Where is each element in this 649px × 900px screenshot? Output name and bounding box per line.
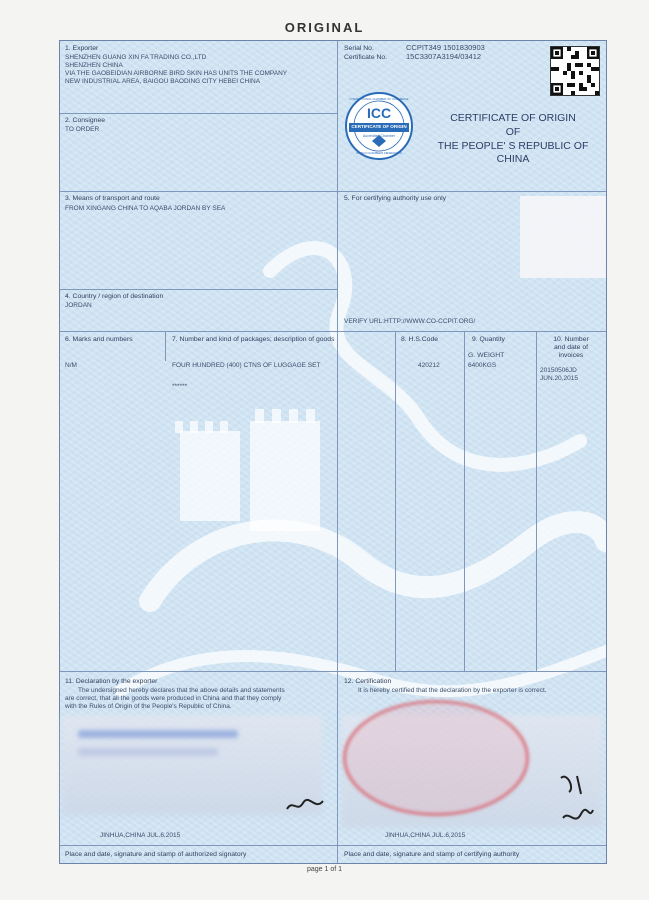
consignee-value: TO ORDER	[65, 126, 100, 133]
exporter-stamp-blurred	[78, 730, 238, 738]
destination-value: JORDAN	[65, 302, 92, 309]
authority-signature-icon	[555, 770, 595, 830]
destination-label: 4. Country / region of destination	[65, 293, 164, 300]
goods-weight-label: G. WEIGHT	[468, 352, 505, 359]
exporter-label: 1. Exporter	[65, 45, 99, 52]
icc-logo-icon	[344, 91, 414, 161]
declaration-label: 11. Declaration by the exporter	[65, 678, 158, 685]
col-invoice-header: and date of	[553, 344, 588, 351]
col-packages-header: 7. Number and kind of packages; description of goods	[172, 336, 335, 343]
page-number: page 1 of 1	[306, 866, 343, 873]
exporter-line: NEW INDUSTRIAL AREA, BAIGOU BAODING CITY HEBEI CHINA	[65, 78, 261, 85]
serial-value: CCPIT349 1501830903	[406, 43, 485, 52]
icc-bottom-text: WORLD CHAMBERS FEDERATION	[356, 151, 402, 155]
exporter-signature-icon	[285, 795, 325, 815]
goods-marks: N/M	[65, 362, 77, 369]
col-hs-header: 8. H.S.Code	[401, 336, 439, 343]
goods-invoice-no: 20150506JD	[540, 367, 577, 374]
icc-letters: ICC	[366, 105, 392, 121]
certificate-no-label: Certificate No.	[344, 54, 388, 61]
col-invoice-header: invoices	[558, 352, 584, 359]
certification-place-date: JINHUA,CHINA JUL.6,2015	[385, 832, 466, 839]
serial-label: Serial No.	[344, 45, 374, 52]
exporter-line: SHENZHEN CHINA	[65, 62, 123, 69]
certifying-use-label: 5. For certifying authority use only	[344, 195, 446, 202]
certificate-no-value: 15C3307A3194/03412	[406, 52, 482, 61]
declaration-place-date: JINHUA,CHINA JUL.6,2015	[100, 832, 181, 839]
authority-red-seal-icon	[343, 700, 529, 816]
qr-code-icon	[550, 46, 600, 96]
goods-invoice-date: JUN.20,2015	[540, 375, 578, 382]
goods-stars: ******	[172, 383, 188, 390]
col-marks-header: 6. Marks and numbers	[65, 336, 133, 343]
consignee-label: 2. Consignee	[65, 117, 106, 124]
blank-patch	[520, 196, 606, 278]
declaration-footer: Place and date, signature and stamp of authorized signatory	[65, 851, 247, 858]
transport-value: FROM XINGANG CHINA TO AQABA JORDAN BY SEA	[65, 205, 226, 212]
exporter-line: VIA THE GAOBEIDIAN AIRBORNE BIRD SKIN HAS UNITS THE COMPANY	[65, 70, 288, 77]
verify-url: VERIFY URL:HTTP://WWW.CO-CCPIT.ORG/	[344, 318, 476, 325]
certification-footer: Place and date, signature and stamp of certifying authority	[344, 851, 520, 858]
col-quantity-header: 9. Quantity	[472, 336, 505, 343]
declaration-text: with the Rules of Origin of the People's Republic of China.	[65, 703, 232, 710]
declaration-text: are correct, that all the goods were produced in China and that they comply	[65, 695, 282, 702]
exporter-stamp-blurred	[78, 748, 218, 756]
col-invoice-header: 10. Number	[553, 336, 589, 343]
original-heading: ORIGINAL	[284, 20, 365, 35]
certificate-title-line1: CERTIFICATE OF ORIGIN	[450, 112, 576, 124]
goods-weight-value: 6400KGS	[468, 362, 497, 369]
certification-label: 12. Certification	[344, 678, 392, 685]
goods-description: FOUR HUNDRED (400) CTNS OF LUGGAGE SET	[172, 362, 321, 369]
exporter-line: SHENZHEN GUANG XIN FA TRADING CO.,LTD	[65, 54, 207, 61]
transport-label: 3. Means of transport and route	[65, 195, 160, 202]
icc-sub-text: Accredited Chamber	[363, 134, 395, 138]
certificate-title-line2: OF	[505, 126, 521, 138]
icc-ring-text: INTERNATIONAL CHAMBER OF COMMERCE	[349, 97, 409, 101]
goods-hs-code: 420212	[418, 362, 440, 369]
certificate-title-line3: THE PEOPLE' S REPUBLIC OF CHINA	[437, 140, 589, 165]
certification-text: It is hereby certified that the declaration by the exporter is correct.	[358, 687, 547, 694]
icc-banner-text: CERTIFICATE OF ORIGIN	[351, 124, 407, 129]
declaration-text: The undersigned hereby declares that the above details and statements	[78, 687, 285, 694]
